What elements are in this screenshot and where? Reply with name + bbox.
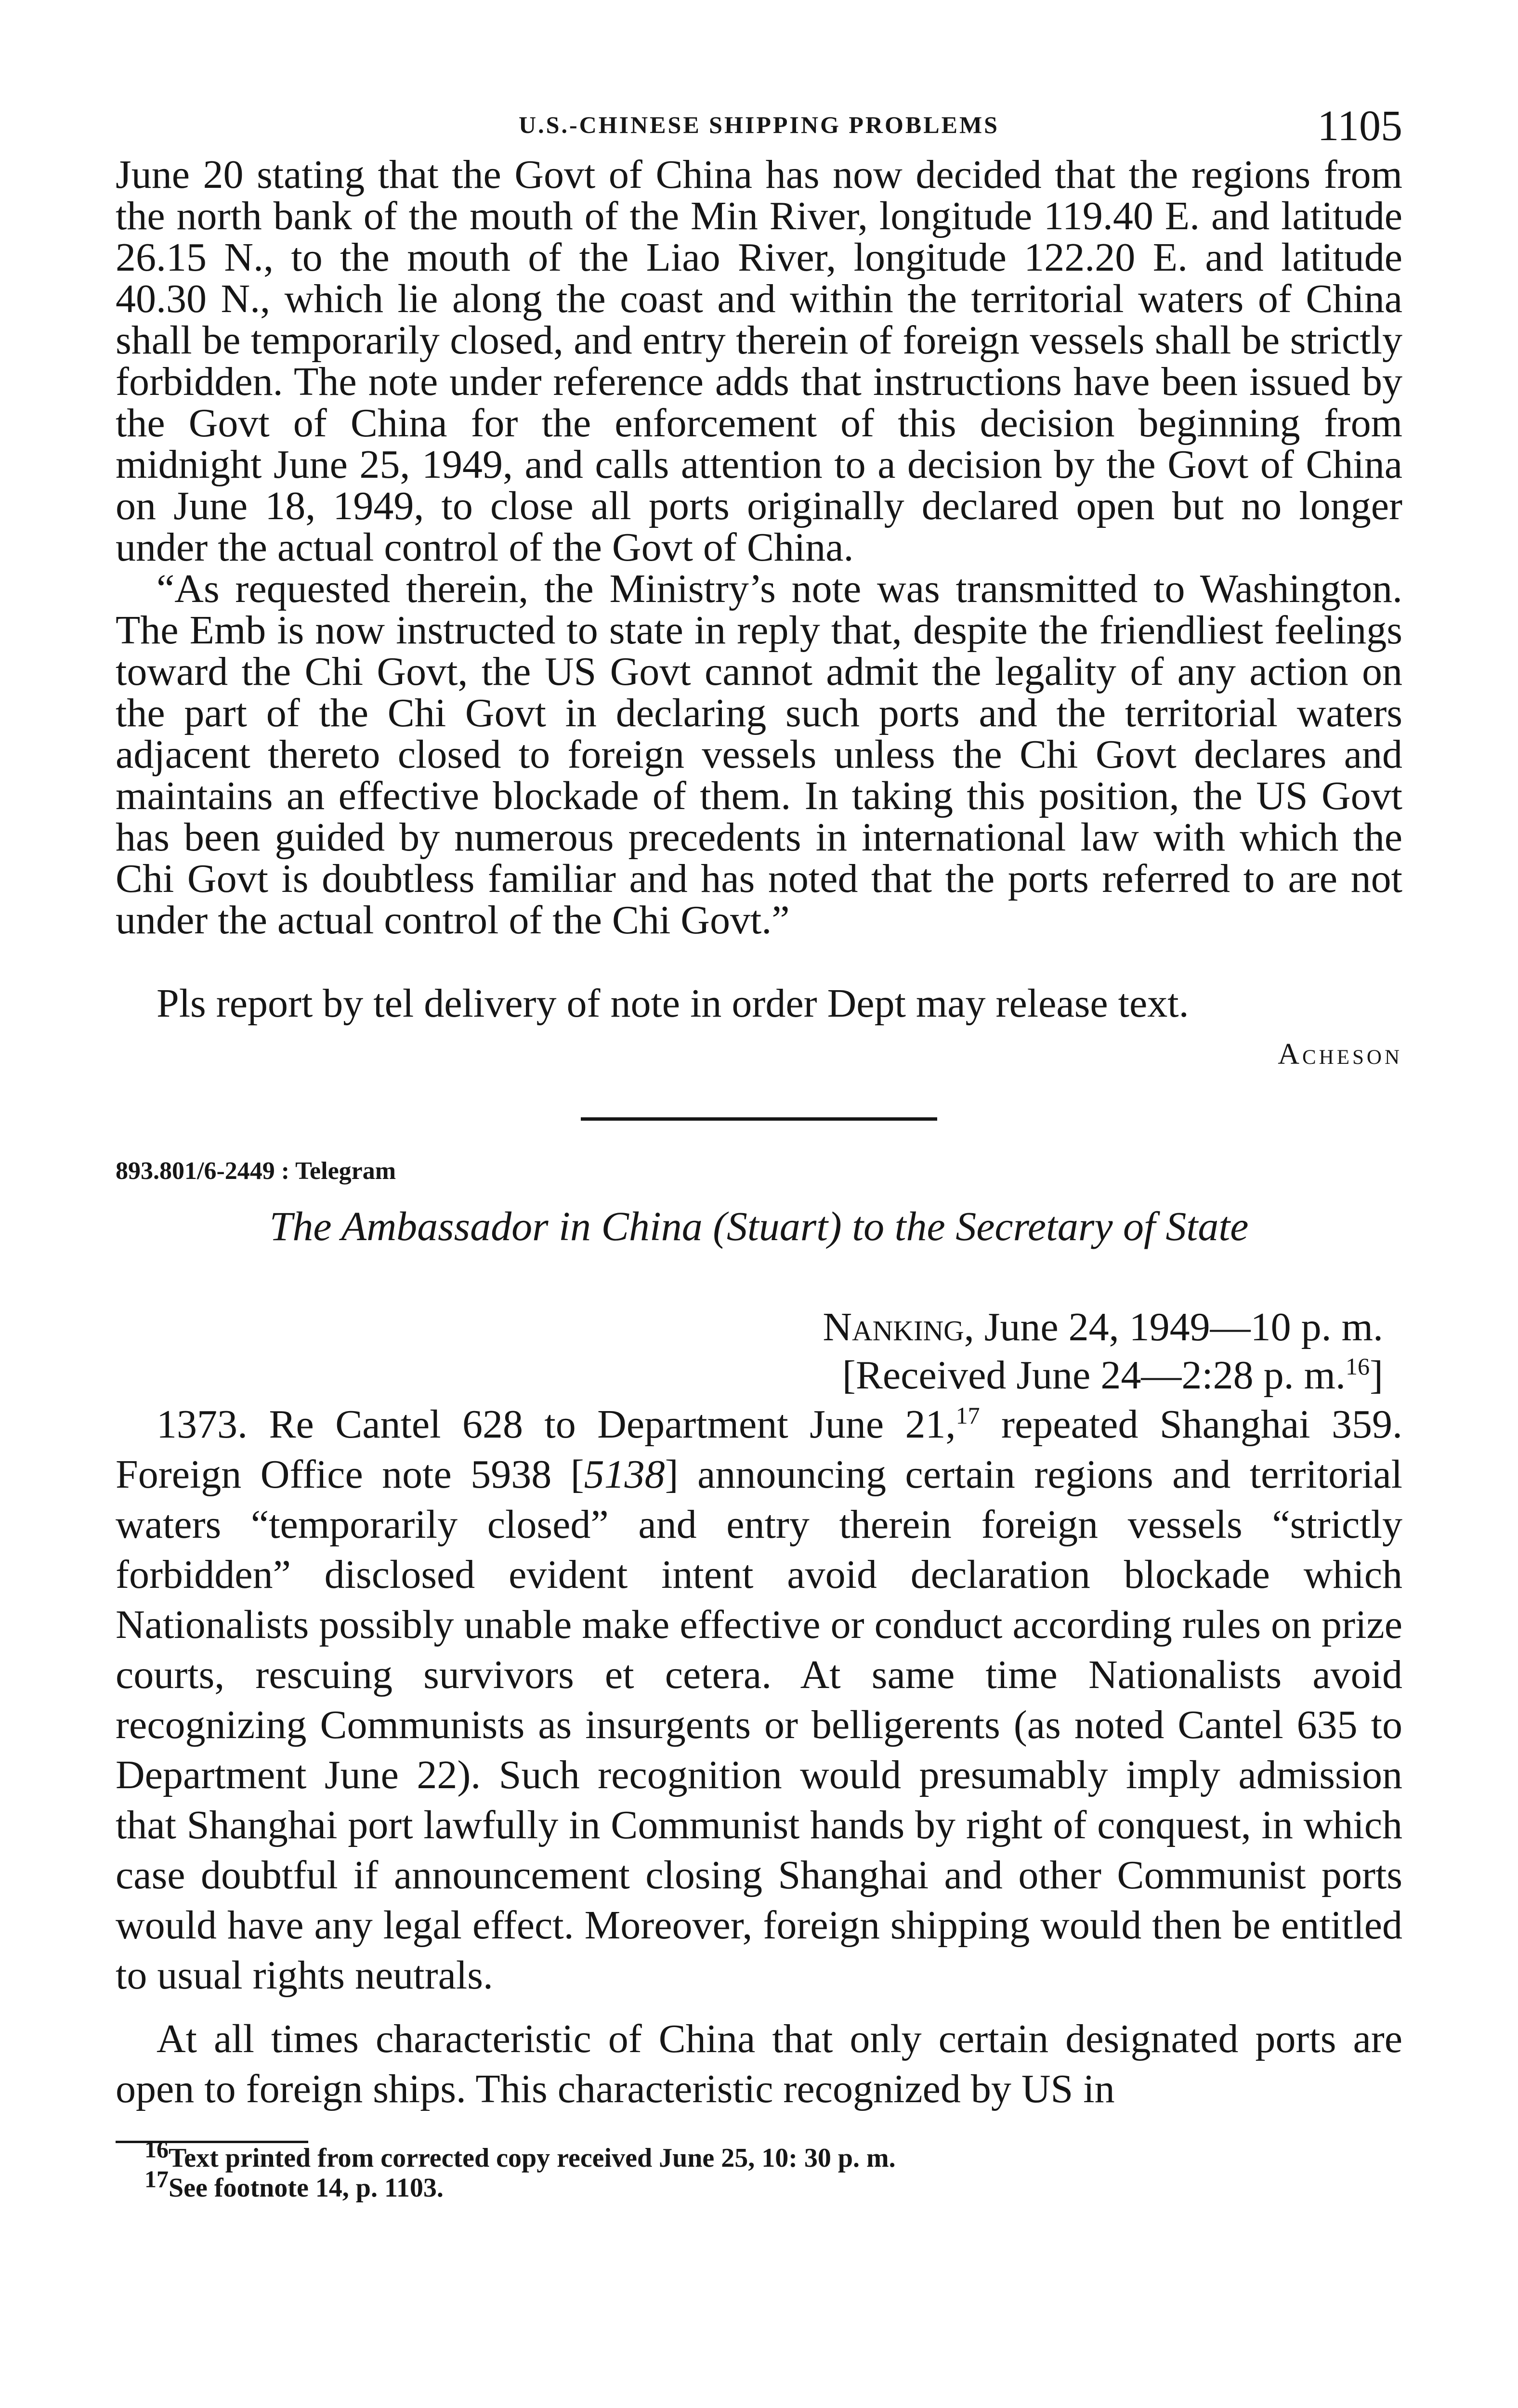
file-reference: 893.801/6-2449 : Telegram [116, 1157, 396, 1185]
dateline [116, 1303, 1402, 1351]
telegram-paragraph-1 [116, 1400, 1402, 2001]
dateline-date: , June 24, 1949—10 p. m. [964, 1305, 1383, 1349]
received-text: [Received June 24—2:28 p. m. [842, 1353, 1346, 1398]
footnote-text: Text printed from corrected copy received June 25, 10: 30 p. m. [169, 2143, 896, 2173]
footnote-ref-16: 16 [1346, 1353, 1370, 1380]
telegram-p1-part-b: repeated Shanghai 359. Foreign Office note 5938 [ [116, 1402, 1402, 1497]
footnote-16 [144, 2135, 1402, 2173]
footnote-17 [144, 2165, 1402, 2203]
footnote-mark: 17 [144, 2165, 169, 2193]
footnote-ref-17: 17 [955, 1402, 980, 1429]
document-title: The Ambassador in China (Stuart) to the Secretary of State [269, 1203, 1249, 1249]
telegram-paragraph-2: At all times characteristic of China that only certain designated ports are open to foreign ships. This characteristic recognized by US in [116, 2016, 1402, 2111]
running-header [116, 101, 1402, 154]
running-title: U.S.-CHINESE SHIPPING PROBLEMS [519, 111, 999, 138]
footnote-mark: 16 [144, 2135, 169, 2163]
dateline-place: Nanking [823, 1305, 964, 1349]
signature: Acheson [1278, 1038, 1402, 1071]
received-line [116, 1351, 1402, 1400]
section-divider [581, 1117, 937, 1121]
page-number: 1105 [1317, 102, 1402, 150]
continued-paragraph: June 20 stating that the Govt of China has now decided that the regions from the north bank of the mouth of the Min River, longitude 119.40 E. and latitude 26.15 N., to the mouth of the Liao River, longitude 122.20 E. and latitude 40.30 N., which lie along the coast and within the territorial waters of China shall be temporarily closed, and entry therein of foreign vessels shall be strictly forbidden. The note under reference adds that instructions have been issued by the Govt of China for the enforcement of this decision beginning from midnight June 25, 1949, and calls attention to a decision by the Govt of China on June 18, 1949, to close all ports originally declared open but no longer under the actual control of the Govt of China. [116, 152, 1402, 570]
telegram-p1-corrected-number: 5138 [584, 1452, 665, 1497]
received-close: ] [1370, 1353, 1383, 1398]
telegram-p1-part-c: ] announcing certain regions and territorial waters “temporarily closed” and entry therein foreign vessels “strictly forbidden” disclosed evident intent avoid declaration blockade which Nationalists possibly unable make effective or conduct according rules on prize courts, rescuing survivors et cetera. At same time Nationalists avoid recognizing Communists as insurgents or belligerents (as noted Cantel 635 to Department June 22). Such recognition would presumably imply admission that Shanghai port lawfully in Communist hands by right of conquest, in which case doubtful if announcement closing Shanghai and other Communist ports would have any legal effect. Moreover, foreign shipping would then be entitled to usual rights neutrals. [116, 1452, 1402, 1998]
instruction-paragraph: Pls report by tel delivery of note in order Dept may release text. [157, 981, 1189, 1026]
footnote-text: See footnote 14, p. 1103. [169, 2173, 444, 2203]
telegram-p1-part-a: 1373. Re Cantel 628 to Department June 21, [157, 1402, 956, 1447]
quoted-paragraph: “As requested therein, the Ministry’s note was transmitted to Washington. The Emb is now instructed to state in reply that, despite the friendliest feelings toward the Chi Govt, the US Govt cannot admit the legality of any action on the part of the Chi Govt in declaring such ports and the territorial waters adjacent thereto closed to foreign vessels unless the Chi Govt declares and maintains an effective blockade of them. In taking this position, the US Govt has been guided by numerous precedents in international law with which the Chi Govt is doubtless familiar and has noted that the ports referred to are not under the actual control of the Chi Govt.” [116, 566, 1402, 942]
